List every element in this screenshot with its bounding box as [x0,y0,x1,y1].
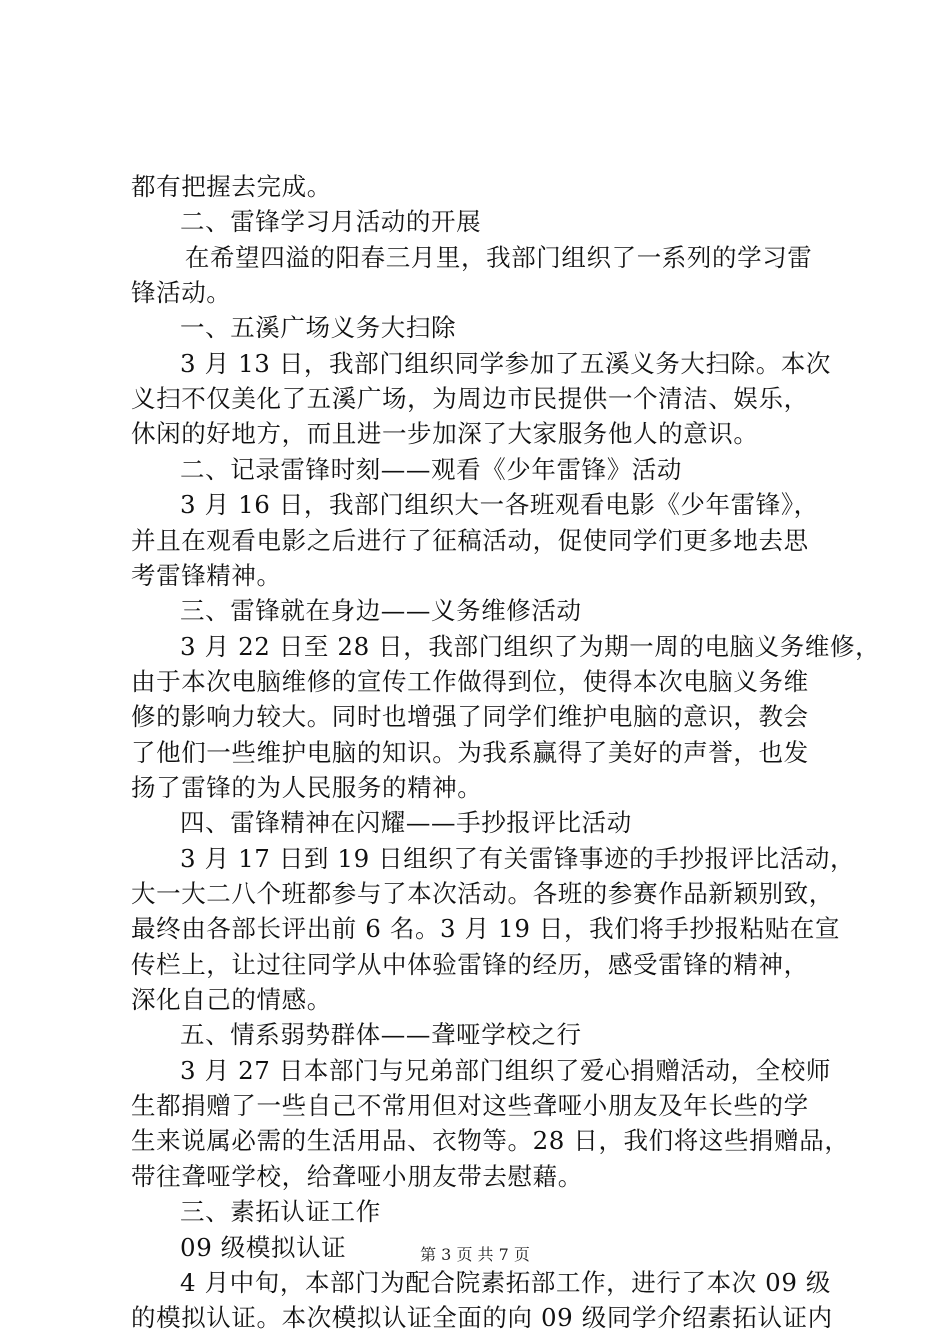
document-line: 五、情系弱势群体——聋哑学校之行 [180,1020,582,1050]
document-line: 修的影响力较大。同时也增强了同学们维护电脑的意识，教会 [131,702,809,732]
document-line: 锋活动。 [131,278,232,308]
document-line: 扬了雷锋的为人民服务的精神。 [131,772,483,802]
document-line: 三、素拓认证工作 [180,1197,381,1227]
document-line: 3 月 27 日本部门与兄弟部门组织了爱心捐赠活动，全校师 [180,1055,832,1085]
document-line: 三、雷锋就在身边——义务维修活动 [180,596,582,626]
document-line: 深化自己的情感。 [131,985,332,1015]
document-line: 3 月 16 日，我部门组织大一各班观看电影《少年雷锋》， [180,490,819,520]
document-line: 3 月 13 日，我部门组织同学参加了五溪义务大扫除。本次 [180,348,832,378]
document-line: 在希望四溢的阳春三月里，我部门组织了一系列的学习雷 [184,242,813,272]
document-line: 大一大二八个班都参与了本次活动。各班的参赛作品新颖别致， [131,879,834,908]
document-line: 休闲的好地方，而且进一步加深了大家服务他人的意识。 [131,419,759,449]
document-line: 了他们一些维护电脑的知识。为我系赢得了美好的声誉，也发 [131,737,809,767]
document-line: 4 月中旬，本部门为配合院素拓部工作，进行了本次 09 级 [180,1267,832,1297]
document-line: 并且在观看电影之后进行了征稿活动，促使同学们更多地去思 [131,525,809,555]
document-line: 传栏上，让过往同学从中体验雷锋的经历，感受雷锋的精神， [131,949,809,979]
document-line: 带往聋哑学校，给聋哑小朋友带去慰藉。 [131,1161,583,1191]
document-line: 09 级模拟认证 [180,1232,347,1262]
document-line: 3 月 22 日至 28 日，我部门组织了为期一周的电脑义务维修， [180,631,881,661]
document-line: 3 月 17 日到 19 日组织了有关雷锋事迹的手抄报评比活动， [180,843,856,873]
document-line: 义扫不仅美化了五溪广场，为周边市民提供一个清洁、娱乐， [131,384,809,414]
document-line: 考雷锋精神。 [131,560,282,590]
document-line: 最终由各部长评出前 6 名。3 月 19 日，我们将手抄报粘贴在宣 [131,914,841,944]
document-line: 二、记录雷锋时刻——观看《少年雷锋》活动 [180,454,682,484]
document-line: 都有把握去完成。 [131,172,332,201]
page-number-footer: 第 3 页 共 7 页 [420,1245,530,1264]
document-line: 生来说属必需的生活用品、衣物等。28 日，我们将这些捐赠品， [131,1126,850,1156]
document-line: 由于本次电脑维修的宣传工作做得到位，使得本次电脑义务维 [131,666,809,696]
document-line: 一、五溪广场义务大扫除 [180,313,457,343]
document-line: 生都捐赠了一些自己不常用但对这些聋哑小朋友及年长些的学 [131,1091,809,1121]
document-line: 四、雷锋精神在闪耀——手抄报评比活动 [180,808,632,838]
document-line: 二、雷锋学习月活动的开展 [180,207,482,237]
document-line: 的模拟认证。本次模拟认证全面的向 09 级同学介绍素拓认证内 [131,1303,833,1333]
